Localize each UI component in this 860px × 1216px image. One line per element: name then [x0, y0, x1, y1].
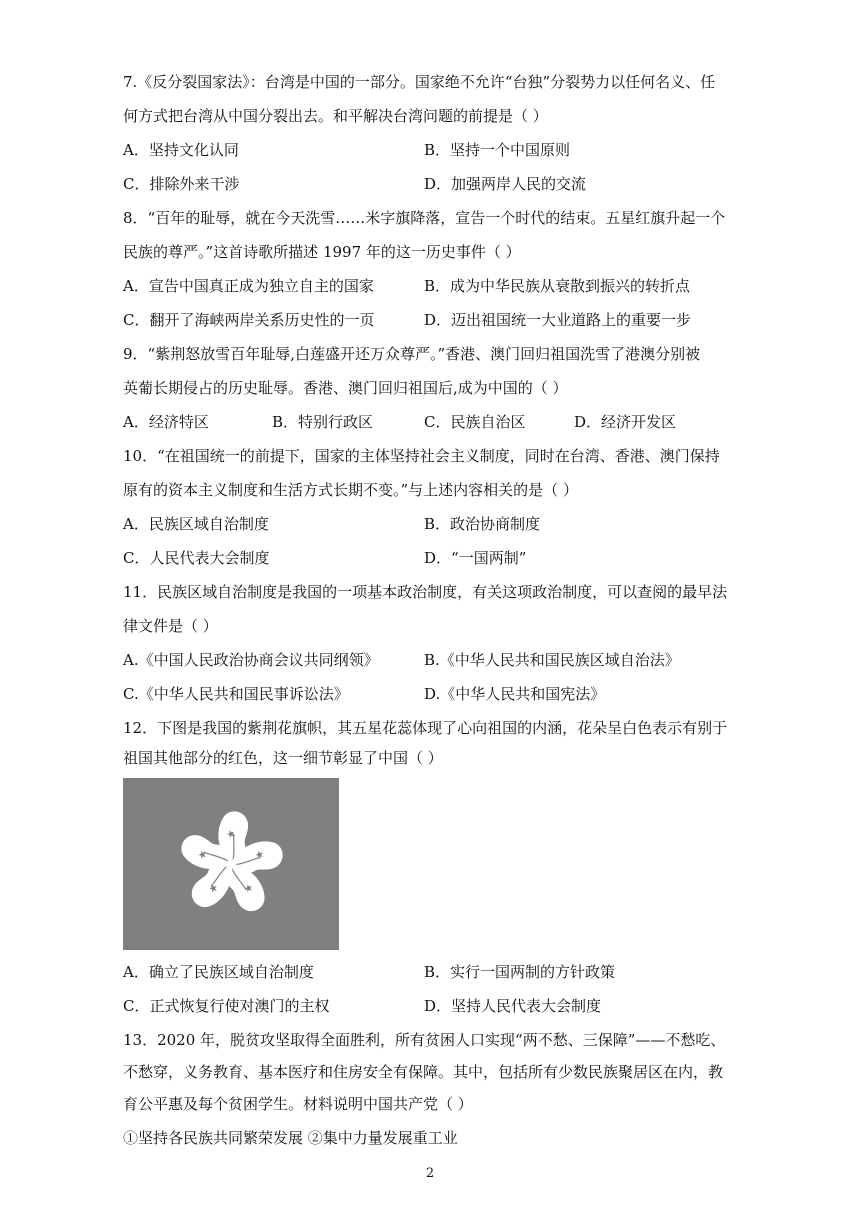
q9-stem-line-1: 9．“紫荆怒放雪百年耻辱,白莲盛开还万众尊严。”香港、澳门回归祖国洗雪了港澳分别被 [123, 345, 701, 363]
bauhinia-flower-icon [123, 778, 339, 950]
q7-option-c[interactable]: C．排除外来干涉 [123, 175, 240, 193]
q13-stem-line-3: 育公平惠及每个贫困学生。材料说明中国共产党（ ） [123, 1095, 473, 1113]
q9-option-a[interactable]: A．经济特区 [123, 413, 209, 431]
q8-stem-line-1: 8．“百年的耻辱，就在今天洗雪……米字旗降落，宣告一个时代的结束。五星红旗升起一个 [123, 209, 726, 227]
q9-stem-line-2: 英葡长期侵占的历史耻辱。香港、澳门回归祖国后,成为中国的（ ） [123, 379, 568, 397]
q10-option-c[interactable]: C．人民代表大会制度 [123, 549, 270, 567]
q8-option-b[interactable]: B．成为中华民族从衰散到振兴的转折点 [424, 277, 691, 295]
q10-option-a[interactable]: A．民族区域自治制度 [123, 515, 269, 533]
bauhinia-flag-image [123, 778, 339, 950]
q10-option-d[interactable]: D．“一国两制” [424, 549, 527, 567]
q13-stem-line-2: 不愁穿，义务教育、基本医疗和住房安全有保障。其中，包括所有少数民族聚居区在内，教 [123, 1063, 724, 1081]
q12-option-a[interactable]: A．确立了民族区域自治制度 [123, 963, 314, 981]
q12-option-d[interactable]: D．坚持人民代表大会制度 [424, 997, 602, 1015]
q12-stem-line-2: 祖国其他部分的红色，这一细节彰显了中国（ ） [123, 749, 443, 767]
q11-option-d[interactable]: D.《中华人民共和国宪法》 [424, 685, 606, 703]
q7-stem-line-2: 何方式把台湾从中国分裂出去。和平解决台湾问题的前提是（ ） [123, 107, 548, 125]
q10-stem-line-2: 原有的资本主义制度和生活方式长期不变。”与上述内容相关的是（ ） [123, 481, 578, 499]
q10-option-b[interactable]: B．政治协商制度 [424, 515, 541, 533]
q10-stem-line-1: 10．“在祖国统一的前提下，国家的主体坚持社会主义制度，同时在台湾、香港、澳门保持 [123, 447, 720, 465]
q11-stem-line-1: 11．民族区域自治制度是我国的一项基本政治制度，有关这项政治制度，可以查阅的最早法 [123, 583, 728, 601]
q7-option-d[interactable]: D．加强两岸人民的交流 [424, 175, 587, 193]
q9-option-d[interactable]: D．经济开发区 [574, 413, 677, 431]
q11-option-a[interactable]: A.《中国人民政治协商会议共同纲领》 [123, 651, 379, 669]
q9-option-b[interactable]: B．特别行政区 [272, 413, 374, 431]
q11-option-b[interactable]: B.《中华人民共和国民族区域自治法》 [424, 651, 680, 669]
q8-option-d[interactable]: D．迈出祖国统一大业道路上的重要一步 [424, 311, 692, 329]
q12-option-c[interactable]: C．正式恢复行使对澳门的主权 [123, 997, 330, 1015]
q8-option-c[interactable]: C．翻开了海峡两岸关系历史性的一页 [123, 311, 375, 329]
q11-option-c[interactable]: C.《中华人民共和国民事诉讼法》 [123, 685, 349, 703]
q7-option-b[interactable]: B．坚持一个中国原则 [424, 141, 571, 159]
q11-stem-line-2: 律文件是（ ） [123, 617, 218, 635]
q12-stem-line-1: 12．下图是我国的紫荆花旗帜，其五星花蕊体现了心向祖国的内涵，花朵呈白色表示有别于 [123, 719, 728, 737]
q7-stem-line-1: 7.《反分裂国家法》：台湾是中国的一部分。国家绝不允许“台独”分裂势力以任何名义、任 [123, 73, 716, 91]
q8-stem-line-2: 民族的尊严。”这首诗歌所描述 1997 年的这一历史事件（ ） [123, 243, 521, 261]
q7-option-a[interactable]: A．坚持文化认同 [123, 141, 239, 159]
q13-statements: ①坚持各民族共同繁荣发展 ②集中力量发展重工业 [123, 1129, 458, 1147]
q8-option-a[interactable]: A．宣告中国真正成为独立自主的国家 [123, 277, 374, 295]
page-number: 2 [425, 1166, 435, 1181]
q13-stem-line-1: 13．2020 年，脱贫攻坚取得全面胜利，所有贫困人口实现“两不愁、三保障”——不愁吃、 [123, 1031, 726, 1049]
q9-option-c[interactable]: C．民族自治区 [424, 413, 526, 431]
q12-option-b[interactable]: B．实行一国两制的方针政策 [424, 963, 616, 981]
